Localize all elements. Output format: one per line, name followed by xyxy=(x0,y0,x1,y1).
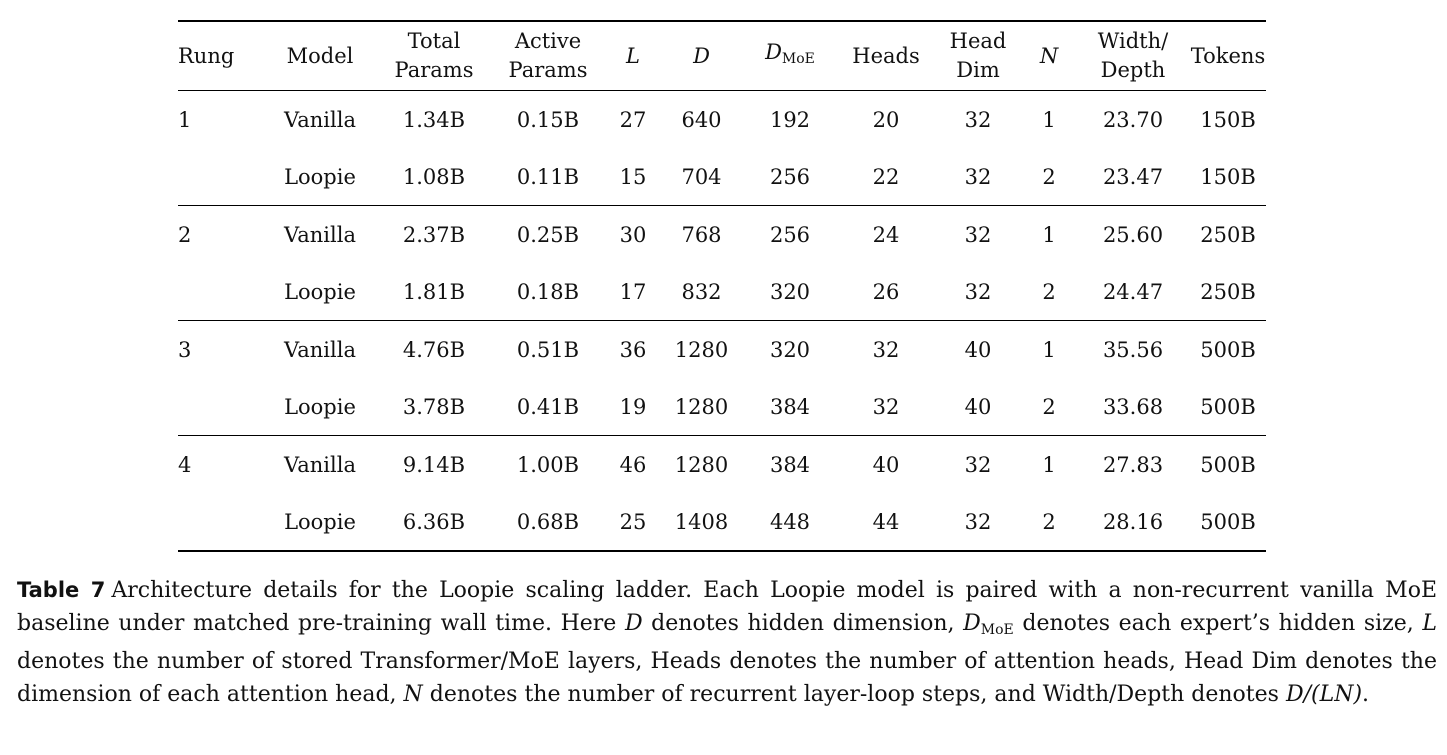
cell-rung: 4 xyxy=(178,453,192,477)
header-width-depth-line1: Width/ xyxy=(1097,29,1169,53)
header-D-moe xyxy=(742,21,838,91)
cell-tokens: 500B xyxy=(1200,395,1256,419)
cell-width-depth: 23.47 xyxy=(1102,165,1164,189)
cell-tokens: 500B xyxy=(1200,453,1256,477)
cell-rung-empty xyxy=(178,264,263,321)
cell-L: 27 xyxy=(619,108,647,132)
cell-L: 46 xyxy=(619,453,647,477)
cell-active-params: 1.00B xyxy=(516,453,580,477)
cell-N: 2 xyxy=(1042,280,1056,304)
architecture-table-container xyxy=(178,20,1266,552)
caption-text: denotes hidden dimension, xyxy=(642,610,964,636)
cell-model: Vanilla xyxy=(284,338,356,362)
cell-model: Loopie xyxy=(284,395,356,419)
cell-D: 768 xyxy=(681,223,722,247)
cell-model: Vanilla xyxy=(284,223,356,247)
cell-D-moe: 320 xyxy=(769,338,811,362)
cell-tokens: 500B xyxy=(1200,510,1256,534)
cell-total-params: 1.08B xyxy=(402,165,466,189)
header-model xyxy=(263,21,377,91)
cell-active-params: 0.15B xyxy=(516,108,580,132)
cell-model: Loopie xyxy=(284,510,356,534)
table-row xyxy=(178,494,1266,551)
header-rung-text: Rung xyxy=(178,43,235,68)
header-rung xyxy=(178,21,263,91)
cell-total-params: 3.78B xyxy=(402,395,466,419)
cell-D: 640 xyxy=(681,108,722,132)
cell-D-moe: 448 xyxy=(769,510,811,534)
caption-text: denotes the number of recurrent layer-loop steps, and Width/Depth denotes xyxy=(422,681,1286,707)
cell-total-params: 1.34B xyxy=(402,108,466,132)
cell-total-params: 2.37B xyxy=(402,223,466,247)
cell-active-params: 0.18B xyxy=(516,280,580,304)
cell-rung-empty xyxy=(178,379,263,436)
caption-text: denotes each expert’s hidden size, xyxy=(1013,610,1423,636)
header-heads-text: Heads xyxy=(852,43,920,68)
header-D-moe-sub: MoE xyxy=(781,51,815,67)
caption-text: . xyxy=(1362,681,1370,707)
cell-active-params: 0.11B xyxy=(516,165,580,189)
header-D xyxy=(661,21,742,91)
cell-total-params: 9.14B xyxy=(402,453,466,477)
cell-N: 1 xyxy=(1042,223,1056,247)
cell-heads: 32 xyxy=(872,338,900,362)
caption-math-formula: D/(LN) xyxy=(1285,681,1363,707)
header-width-depth xyxy=(1076,21,1190,91)
cell-D: 704 xyxy=(681,165,722,189)
cell-active-params: 0.25B xyxy=(516,223,580,247)
header-model-text: Model xyxy=(286,43,354,68)
table-row xyxy=(178,264,1266,321)
caption-math-D: D xyxy=(624,610,643,636)
cell-width-depth: 35.56 xyxy=(1102,338,1164,362)
table-row xyxy=(178,379,1266,436)
cell-D-moe: 256 xyxy=(769,223,811,247)
cell-tokens: 250B xyxy=(1200,280,1256,304)
architecture-table xyxy=(178,20,1266,552)
header-total-params-line1: Total xyxy=(407,29,461,53)
cell-D-moe: 192 xyxy=(769,108,811,132)
cell-heads: 20 xyxy=(872,108,900,132)
cell-width-depth: 28.16 xyxy=(1102,510,1164,534)
cell-heads: 40 xyxy=(872,453,900,477)
caption-label: Table 7 xyxy=(17,578,106,602)
cell-head-dim: 32 xyxy=(964,510,992,534)
header-active-params-line2: Params xyxy=(508,58,588,82)
cell-rung-empty xyxy=(178,494,263,551)
cell-N: 1 xyxy=(1042,453,1056,477)
table-row xyxy=(178,149,1266,206)
cell-tokens: 150B xyxy=(1200,108,1256,132)
cell-L: 36 xyxy=(619,338,647,362)
cell-head-dim: 40 xyxy=(964,395,992,419)
cell-width-depth: 27.83 xyxy=(1102,453,1164,477)
cell-total-params: 4.76B xyxy=(402,338,466,362)
cell-L: 30 xyxy=(619,223,647,247)
header-total-params xyxy=(377,21,491,91)
header-active-params-line1: Active xyxy=(514,29,582,53)
header-width-depth-line2: Depth xyxy=(1100,58,1166,82)
header-tokens xyxy=(1190,21,1266,91)
cell-heads: 44 xyxy=(872,510,900,534)
caption-math-D-moe-sub: MoE xyxy=(980,621,1014,638)
cell-N: 2 xyxy=(1042,165,1056,189)
rung-group-3 xyxy=(178,321,1266,436)
cell-D-moe: 320 xyxy=(769,280,811,304)
cell-D: 1280 xyxy=(674,395,729,419)
cell-D: 1280 xyxy=(674,453,729,477)
cell-D-moe: 384 xyxy=(769,395,811,419)
cell-head-dim: 32 xyxy=(964,280,992,304)
cell-tokens: 250B xyxy=(1200,223,1256,247)
cell-D: 832 xyxy=(681,280,722,304)
cell-N: 1 xyxy=(1042,338,1056,362)
table-caption xyxy=(17,574,1437,711)
cell-L: 17 xyxy=(619,280,647,304)
header-tokens-text: Tokens xyxy=(1190,43,1266,68)
cell-tokens: 500B xyxy=(1200,338,1256,362)
table-row xyxy=(178,321,1266,380)
cell-D: 1280 xyxy=(674,338,729,362)
table-row xyxy=(178,436,1266,495)
cell-N: 2 xyxy=(1042,395,1056,419)
cell-N: 2 xyxy=(1042,510,1056,534)
table-row xyxy=(178,91,1266,150)
caption-math-N: N xyxy=(403,681,423,707)
cell-D-moe: 384 xyxy=(769,453,811,477)
cell-model: Loopie xyxy=(284,165,356,189)
cell-active-params: 0.68B xyxy=(516,510,580,534)
cell-head-dim: 32 xyxy=(964,108,992,132)
cell-active-params: 0.41B xyxy=(516,395,580,419)
header-N xyxy=(1022,21,1076,91)
cell-model: Loopie xyxy=(284,280,356,304)
cell-L: 15 xyxy=(619,165,647,189)
header-total-params-line2: Params xyxy=(394,58,474,82)
cell-width-depth: 23.70 xyxy=(1102,108,1164,132)
cell-D-moe: 256 xyxy=(769,165,811,189)
cell-rung-empty xyxy=(178,149,263,206)
cell-heads: 32 xyxy=(872,395,900,419)
header-head-dim-line1: Head xyxy=(949,29,1007,53)
header-heads xyxy=(838,21,934,91)
cell-active-params: 0.51B xyxy=(516,338,580,362)
cell-head-dim: 40 xyxy=(964,338,992,362)
rung-group-4 xyxy=(178,436,1266,552)
cell-model: Vanilla xyxy=(284,453,356,477)
header-L-text: L xyxy=(626,43,640,68)
cell-L: 25 xyxy=(619,510,647,534)
header-head-dim xyxy=(934,21,1022,91)
header-L xyxy=(605,21,661,91)
header-row xyxy=(178,21,1266,91)
table-header xyxy=(178,21,1266,91)
cell-N: 1 xyxy=(1042,108,1056,132)
cell-rung: 2 xyxy=(178,223,192,247)
header-D-text: D xyxy=(693,43,710,68)
cell-L: 19 xyxy=(619,395,647,419)
cell-total-params: 6.36B xyxy=(402,510,466,534)
caption-math-D-moe: D xyxy=(963,610,981,636)
header-active-params xyxy=(491,21,605,91)
cell-head-dim: 32 xyxy=(964,165,992,189)
cell-head-dim: 32 xyxy=(964,453,992,477)
cell-rung: 1 xyxy=(178,108,192,132)
caption-text: Architecture details for the Loopie scaling ladder. Each Loopie model is paired with a non-recurrent vanilla MoE baseline under matched pre-training wall time. Here xyxy=(17,578,1438,636)
caption-math-L: L xyxy=(1422,610,1437,636)
cell-head-dim: 32 xyxy=(964,223,992,247)
rung-group-2 xyxy=(178,206,1266,321)
cell-model: Vanilla xyxy=(284,108,356,132)
cell-heads: 26 xyxy=(872,280,900,304)
cell-total-params: 1.81B xyxy=(402,280,466,304)
cell-heads: 22 xyxy=(872,165,900,189)
rung-group-1 xyxy=(178,91,1266,206)
cell-heads: 24 xyxy=(872,223,900,247)
header-D-moe-base: D xyxy=(765,40,782,64)
cell-width-depth: 25.60 xyxy=(1102,223,1164,247)
header-N-text: N xyxy=(1039,43,1059,68)
cell-D: 1408 xyxy=(674,510,729,534)
cell-rung: 3 xyxy=(178,338,192,362)
caption-text: denotes the number of stored Transformer/MoE layers, Heads denotes the number of attention heads, Head Dim denotes the dimension of each attention head, xyxy=(17,649,1437,707)
table-row xyxy=(178,206,1266,265)
cell-width-depth: 33.68 xyxy=(1102,395,1164,419)
cell-tokens: 150B xyxy=(1200,165,1256,189)
cell-width-depth: 24.47 xyxy=(1102,280,1164,304)
header-head-dim-line2: Dim xyxy=(956,58,1000,82)
